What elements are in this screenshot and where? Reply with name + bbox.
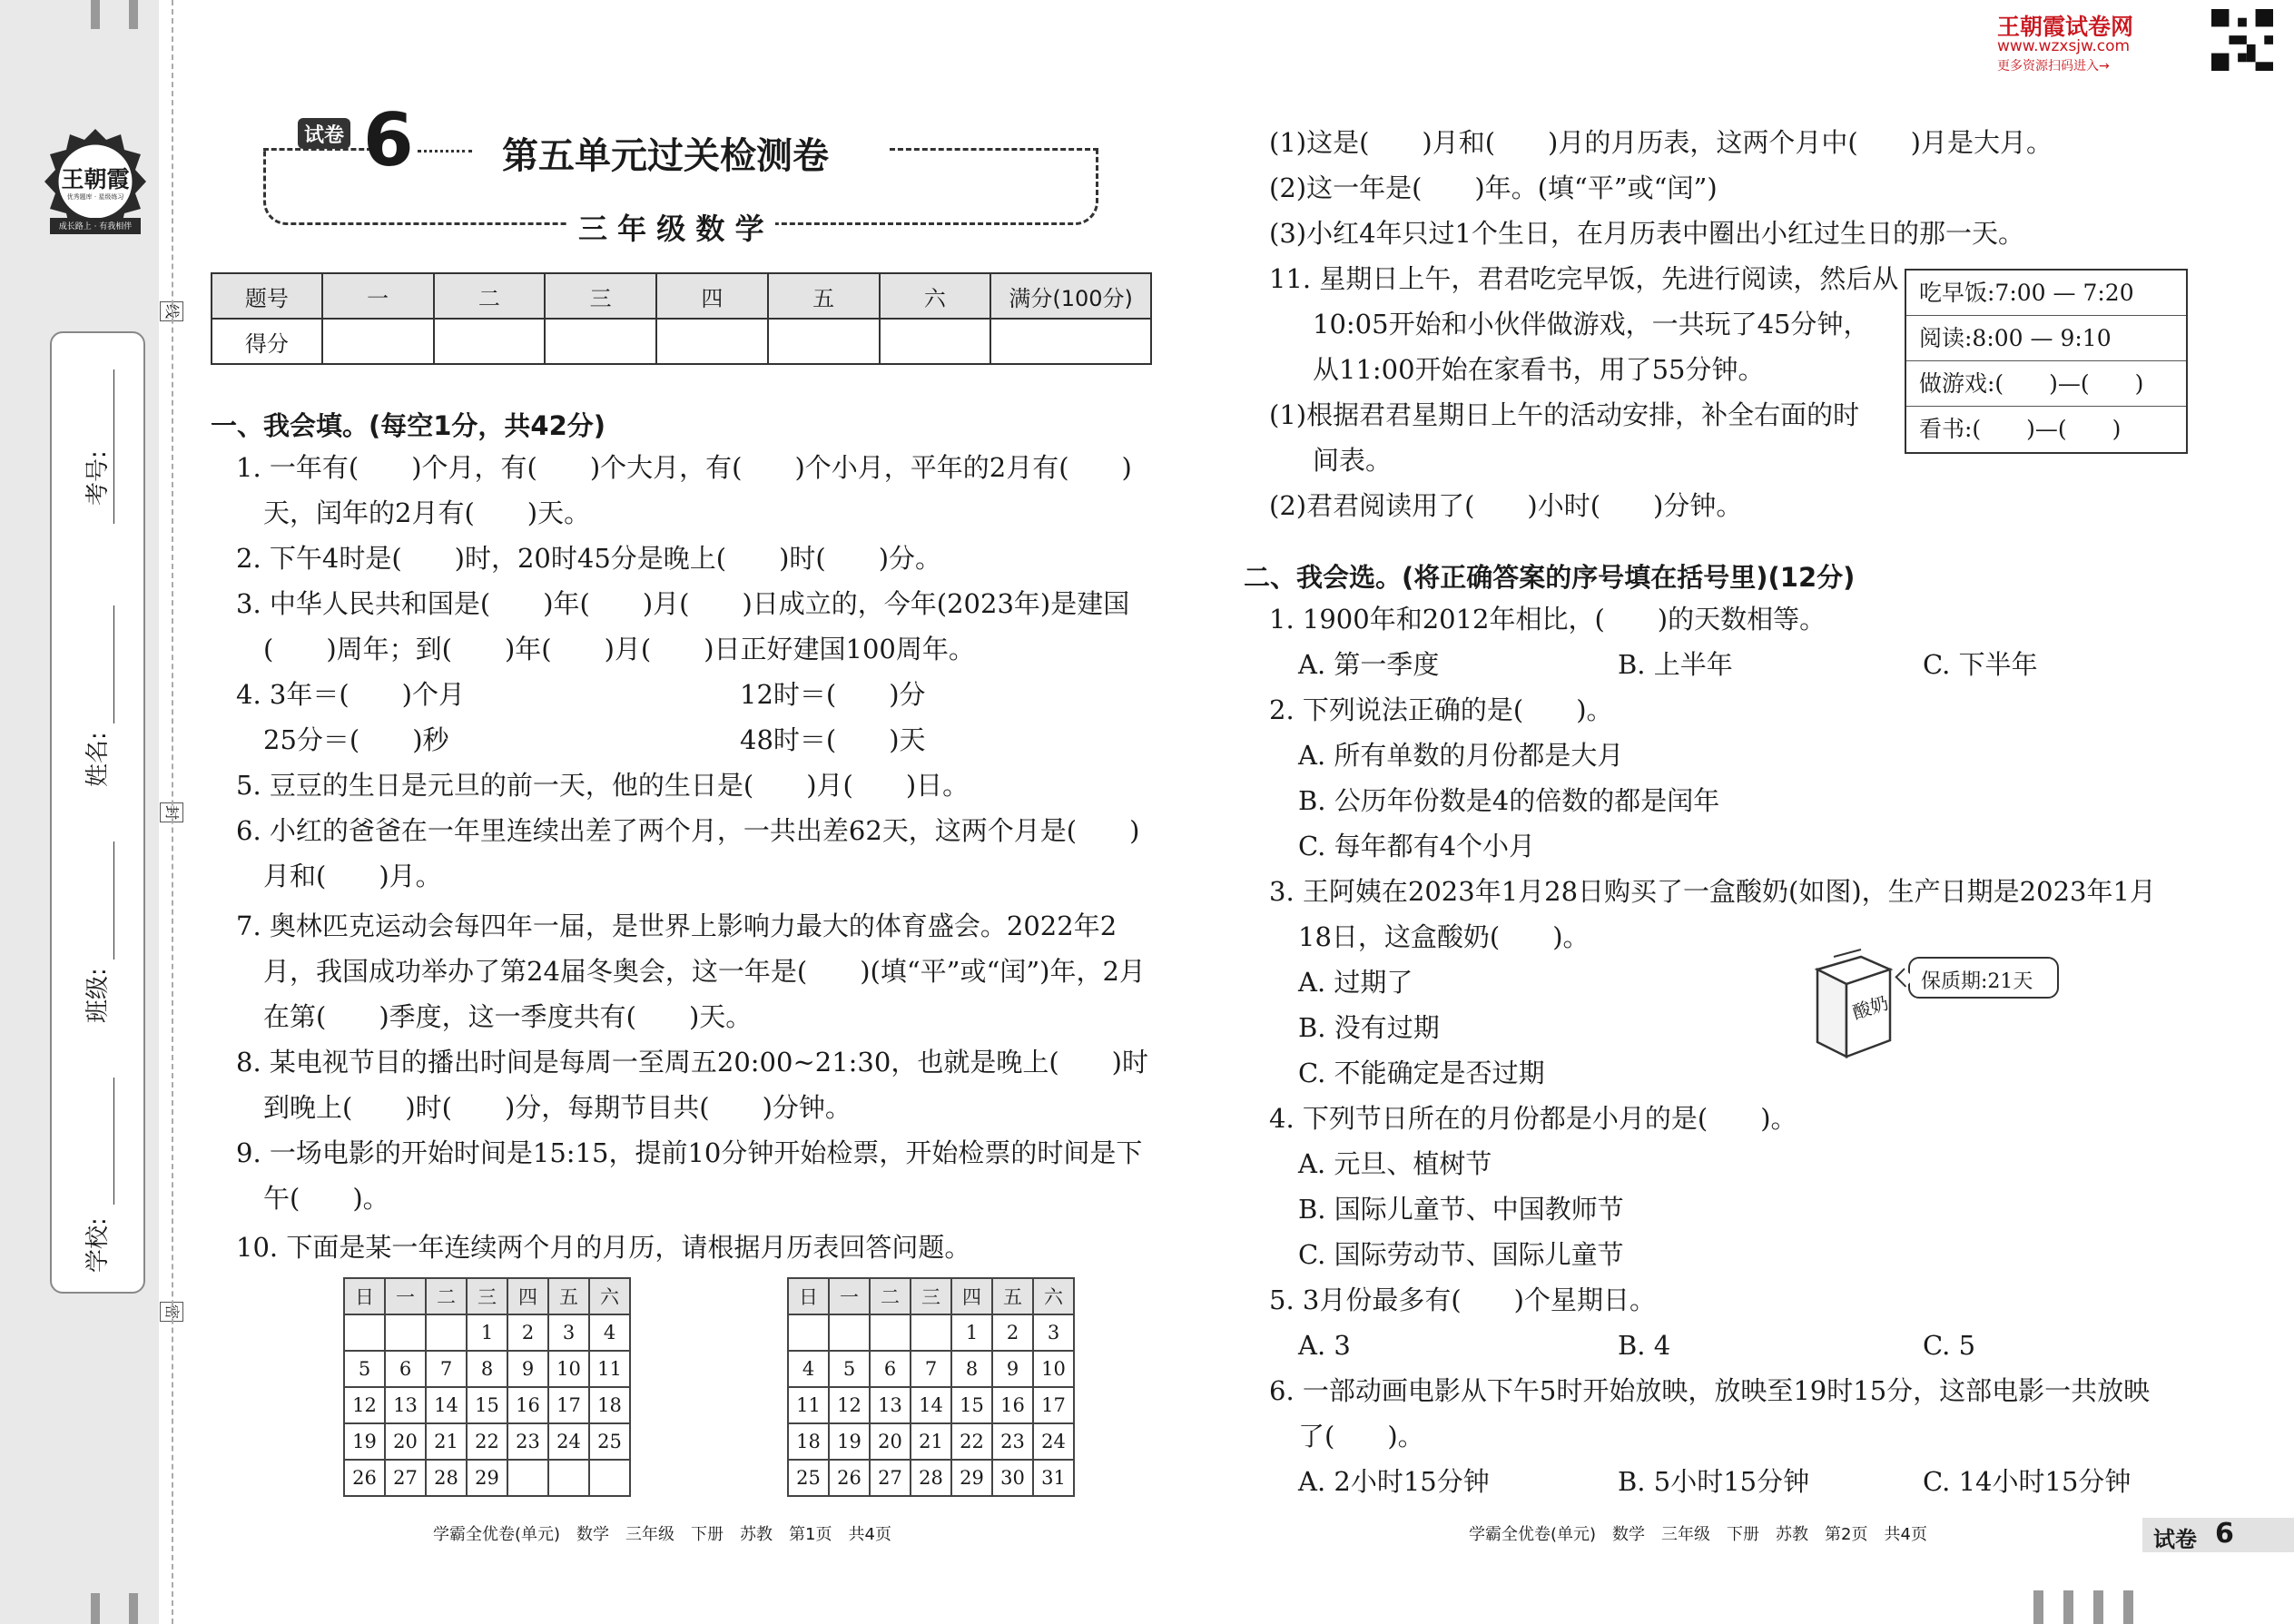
crop-marks-bottom-right <box>2033 1590 2133 1624</box>
schedule-table <box>1905 269 2188 454</box>
score-cell[interactable] <box>880 319 991 364</box>
header-number: 6 <box>363 98 414 182</box>
calendar-day[interactable]: 7 <box>911 1351 951 1387</box>
calendar-weekday: 日 <box>788 1278 829 1314</box>
calendar-day <box>548 1460 589 1496</box>
calendar-week-row <box>344 1314 630 1351</box>
calendar-day <box>589 1460 630 1496</box>
calendar-day[interactable]: 27 <box>870 1460 911 1496</box>
question-line: 8. 某电视节目的播出时间是每周一至周五20:00~21:30，也就是晚上( )时 <box>236 1047 1148 1078</box>
calendar-day[interactable]: 1 <box>951 1314 992 1351</box>
calendar-day[interactable]: 13 <box>870 1387 911 1423</box>
calendar-day[interactable]: 8 <box>467 1351 507 1387</box>
calendar-weekday: 一 <box>829 1278 870 1314</box>
calendar-day[interactable]: 4 <box>589 1314 630 1351</box>
shelf-life-bubble: 保质期:21天 <box>1908 957 2059 999</box>
yogurt-label: 酸奶 <box>1849 991 1892 1024</box>
question-line: 12时＝( )分 <box>740 679 926 710</box>
calendar-weekday: 四 <box>951 1278 992 1314</box>
question-line: 10. 下面是某一年连续两个月的月历，请根据月历表回答问题。 <box>236 1232 971 1263</box>
calendar-day[interactable]: 23 <box>507 1423 548 1460</box>
calendar-day[interactable]: 11 <box>788 1387 829 1423</box>
question-line: 3. 中华人民共和国是( )年( )月( )日成立的，今年(2023年)是建国 <box>236 588 1130 619</box>
calendar-day[interactable]: 4 <box>788 1351 829 1387</box>
footer-right: 学霸全优卷(单元) 数学 三年级 下册 苏教 第2页 共4页 <box>1469 1525 1927 1544</box>
seal-text: 王朝霞 <box>61 166 130 192</box>
score-header-cell: 六 <box>880 273 991 319</box>
option[interactable]: B. 上半年 <box>1618 649 1733 680</box>
section1-title: 一、我会填。(每空1分，共42分) <box>211 410 606 441</box>
calendar-day[interactable]: 2 <box>507 1314 548 1351</box>
calendar-day[interactable]: 9 <box>992 1351 1033 1387</box>
calendar-day[interactable]: 3 <box>548 1314 589 1351</box>
calendar-week-row <box>788 1351 1074 1387</box>
question-line: 4. 下列节日所在的月份都是小月的是( )。 <box>1269 1103 1797 1134</box>
calendar-weekday: 六 <box>589 1278 630 1314</box>
question-line: 18日，这盒酸奶( )。 <box>1298 921 1590 952</box>
calendar-weekday: 五 <box>992 1278 1033 1314</box>
calendar-week-row <box>344 1387 630 1423</box>
question-line: ( )周年；到( )年( )月( )日正好建国100周年。 <box>263 634 975 664</box>
calendar-header-row <box>788 1278 1074 1314</box>
watermark <box>1997 9 2279 73</box>
calendar-weekday: 一 <box>385 1278 426 1314</box>
crop-marks-top <box>91 0 145 29</box>
calendar-day[interactable]: 28 <box>426 1460 467 1496</box>
binding-mark-seal: 封 <box>160 802 183 822</box>
calendar-day[interactable]: 2 <box>992 1314 1033 1351</box>
calendar-day[interactable]: 24 <box>548 1423 589 1460</box>
calendar-day[interactable]: 20 <box>385 1423 426 1460</box>
calendar-header-row <box>344 1278 630 1314</box>
watermark-url: www.wzxsjw.com <box>1997 37 2131 55</box>
calendar-day[interactable]: 3 <box>1033 1314 1074 1351</box>
option[interactable]: B. 没有过期 <box>1298 1012 1440 1043</box>
option[interactable]: C. 5 <box>1923 1330 1976 1361</box>
score-cell[interactable] <box>322 319 434 364</box>
question-line: 5. 豆豆的生日是元旦的前一天，他的生日是( )月( )日。 <box>236 770 970 801</box>
seal-ribbon: 成长路上 · 有我相伴 <box>58 222 133 231</box>
question-line: 6. 一部动画电影从下午5时开始放映，放映至19时15分，这部电影一共放映 <box>1269 1375 2151 1406</box>
question-line: 3. 王阿姨在2023年1月28日购买了一盒酸奶(如图)，生产日期是2023年1月 <box>1269 876 2156 907</box>
option[interactable]: A. 3 <box>1298 1330 1351 1361</box>
binding-mark-secret: 密 <box>160 1302 183 1322</box>
option[interactable]: A. 过期了 <box>1298 967 1413 998</box>
calendar-day[interactable]: 26 <box>829 1460 870 1496</box>
calendar-day[interactable]: 21 <box>426 1423 467 1460</box>
option[interactable]: C. 国际劳动节、国际儿童节 <box>1298 1239 1624 1270</box>
score-header-cell: 三 <box>545 273 656 319</box>
calendar-day[interactable]: 11 <box>589 1351 630 1387</box>
calendar-day[interactable]: 17 <box>1033 1387 1074 1423</box>
calendar-day[interactable]: 22 <box>951 1423 992 1460</box>
footer-left: 学霸全优卷(单元) 数学 三年级 下册 苏教 第1页 共4页 <box>433 1525 891 1544</box>
page-tab <box>2142 1518 2294 1552</box>
calendar-day[interactable]: 5 <box>829 1351 870 1387</box>
calendar-weekday: 五 <box>548 1278 589 1314</box>
page-tab-number: 6 <box>2215 1518 2234 1550</box>
schedule-row[interactable]: 看书:( )—( ) <box>1919 416 2122 442</box>
crop-marks-bottom <box>91 1593 145 1624</box>
brand-seal <box>41 127 150 245</box>
score-cell[interactable] <box>768 319 880 364</box>
question-line: 2. 下列说法正确的是( )。 <box>1269 694 1613 725</box>
calendar-month-1 <box>343 1277 631 1497</box>
question-line: 在第( )季度，这一季度共有( )天。 <box>263 1001 753 1032</box>
score-table <box>211 272 1152 365</box>
calendar-day[interactable]: 10 <box>548 1351 589 1387</box>
calendar-day[interactable]: 29 <box>467 1460 507 1496</box>
calendar-day[interactable]: 21 <box>911 1423 951 1460</box>
question-line: 月，我国成功举办了第24届冬奥会，这一年是( )(填“平”或“闰”)年，2月 <box>263 956 1146 987</box>
score-row <box>212 319 1151 364</box>
page-title: 第五单元过关检测卷 <box>502 135 829 177</box>
question-line: (1)这是( )月和( )月的月历表，这两个月中( )月是大月。 <box>1269 127 2053 158</box>
calendar-day[interactable]: 17 <box>548 1387 589 1423</box>
calendar-day[interactable]: 26 <box>344 1460 385 1496</box>
calendar-day[interactable]: 5 <box>344 1351 385 1387</box>
calendar-day[interactable]: 30 <box>992 1460 1033 1496</box>
score-header-row <box>212 273 1151 319</box>
option[interactable]: C. 下半年 <box>1923 649 2038 680</box>
watermark-name: 王朝霞试卷网 <box>1997 14 2134 40</box>
question-line: 4. 3年＝( )个月 <box>236 679 465 710</box>
calendar-week-row <box>344 1351 630 1387</box>
option[interactable]: C. 不能确定是否过期 <box>1298 1058 1545 1088</box>
calendar-day[interactable]: 14 <box>426 1387 467 1423</box>
question-line: 月和( )月。 <box>263 861 442 891</box>
watermark-slogan: 更多资源扫码进入→ <box>1997 59 2110 74</box>
question-line: 2. 下午4时是( )时，20时45分是晚上( )时( )分。 <box>236 543 942 574</box>
calendar-day[interactable]: 27 <box>385 1460 426 1496</box>
question-line: 25分＝( )秒 <box>263 724 449 755</box>
calendar-week-row <box>788 1460 1074 1496</box>
header-badge: 试卷 <box>298 118 350 149</box>
calendar-day[interactable]: 28 <box>911 1460 951 1496</box>
schedule-row: 吃早饭:7:00 — 7:20 <box>1906 271 2186 316</box>
calendar-day[interactable]: 14 <box>911 1387 951 1423</box>
option[interactable]: B. 公历年份数是4的倍数的都是闰年 <box>1298 785 1720 816</box>
calendar-day <box>870 1314 911 1351</box>
calendar-day[interactable]: 1 <box>467 1314 507 1351</box>
calendar-day[interactable]: 23 <box>992 1423 1033 1460</box>
calendar-day[interactable]: 7 <box>426 1351 467 1387</box>
seal-sub: 优秀题库 · 星级练习 <box>66 193 124 201</box>
option[interactable]: C. 14小时15分钟 <box>1923 1466 2132 1497</box>
calendar-day <box>507 1460 548 1496</box>
score-row-label: 得分 <box>212 319 322 364</box>
calendar-day[interactable]: 19 <box>344 1423 385 1460</box>
student-info-box <box>50 331 145 1294</box>
question-line: (3)小红4年只过1个生日，在月历表中圈出小红过生日的那一天。 <box>1269 218 2024 249</box>
score-header-cell: 四 <box>656 273 768 319</box>
calendar-day[interactable]: 6 <box>870 1351 911 1387</box>
calendar-day[interactable]: 18 <box>589 1387 630 1423</box>
score-cell[interactable] <box>545 319 656 364</box>
question-line: 到晚上( )时( )分，每期节目共( )分钟。 <box>263 1092 852 1123</box>
question-line: 6. 小红的爸爸在一年里连续出差了两个月，一共出差62天，这两个月是( ) <box>236 815 1140 846</box>
calendar-day[interactable]: 16 <box>992 1387 1033 1423</box>
score-cell[interactable] <box>434 319 546 364</box>
yogurt-illustration <box>1807 944 2070 1062</box>
field-exam-number[interactable]: 考号: <box>79 369 115 596</box>
qr-code-icon[interactable] <box>2211 9 2273 71</box>
calendar-day <box>911 1314 951 1351</box>
question-line: 午( )。 <box>263 1183 389 1214</box>
score-header-cell: 题号 <box>212 273 322 319</box>
calendar-day[interactable]: 24 <box>1033 1423 1074 1460</box>
question-line: 7. 奥林匹克运动会每四年一届，是世界上影响力最大的体育盛会。2022年2 <box>236 910 1117 941</box>
calendar-weekday: 二 <box>426 1278 467 1314</box>
calendar-day <box>829 1314 870 1351</box>
calendar-day <box>788 1314 829 1351</box>
question-line: 1. 1900年和2012年相比，( )的天数相等。 <box>1269 604 1826 635</box>
page-tab-label: 试卷 <box>2153 1527 2197 1552</box>
calendar-weekday: 二 <box>870 1278 911 1314</box>
field-class[interactable]: 班级: <box>79 842 115 1068</box>
option[interactable]: A. 第一季度 <box>1298 649 1440 680</box>
calendar-day[interactable]: 6 <box>385 1351 426 1387</box>
question-line: 10:05开始和小伙伴做游戏，一共玩了45分钟， <box>1313 309 1870 340</box>
question-line: 间表。 <box>1313 445 1393 476</box>
title-frame-top-right <box>890 148 1098 151</box>
calendar-day[interactable]: 25 <box>589 1423 630 1460</box>
question-line: (2)君君阅读用了( )小时( )分钟。 <box>1269 490 1743 521</box>
question-line: 48时＝( )天 <box>740 724 926 755</box>
question-line: 11. 星期日上午，君君吃完早饭，先进行阅读，然后从 <box>1269 263 1899 294</box>
calendar-week-row <box>788 1314 1074 1351</box>
section2-title: 二、我会选。(将正确答案的序号填在括号里)(12分) <box>1244 562 1856 593</box>
question-line: 天，闰年的2月有( )天。 <box>263 497 591 528</box>
score-header-cell: 一 <box>322 273 434 319</box>
question-line: (1)根据君君星期日上午的活动安排，补全右面的时 <box>1269 399 1860 430</box>
question-line: 1. 一年有( )个月，有( )个大月，有( )个小月，平年的2月有( ) <box>236 452 1132 483</box>
question-line: 了( )。 <box>1298 1421 1424 1452</box>
calendar-day[interactable]: 22 <box>467 1423 507 1460</box>
subtitle: 三 年 级 数 学 <box>567 206 775 248</box>
option[interactable]: C. 每年都有4个小月 <box>1298 831 1536 861</box>
binding-mark-line: 线 <box>160 301 183 321</box>
calendar-day[interactable]: 12 <box>344 1387 385 1423</box>
option[interactable]: B. 4 <box>1618 1330 1671 1361</box>
calendar-week-row <box>788 1387 1074 1423</box>
score-header-cell: 五 <box>768 273 880 319</box>
field-name[interactable]: 姓名: <box>79 605 115 832</box>
calendar-week-row <box>788 1423 1074 1460</box>
question-line: 从11:00开始在家看书，用了55分钟。 <box>1313 354 1765 385</box>
question-line: (2)这一年是( )年。(填“平”或“闰”) <box>1269 172 1718 203</box>
calendar-weekday: 四 <box>507 1278 548 1314</box>
option[interactable]: A. 元旦、植树节 <box>1298 1148 1492 1179</box>
score-header-cell: 满分(100分) <box>990 273 1151 319</box>
calendar-day[interactable]: 12 <box>829 1387 870 1423</box>
calendar-day[interactable]: 10 <box>1033 1351 1074 1387</box>
calendar-day <box>385 1314 426 1351</box>
calendar-day[interactable]: 31 <box>1033 1460 1074 1496</box>
calendar-day[interactable]: 29 <box>951 1460 992 1496</box>
calendar-day[interactable]: 18 <box>788 1423 829 1460</box>
calendar-weekday: 三 <box>911 1278 951 1314</box>
option[interactable]: B. 国际儿童节、中国教师节 <box>1298 1194 1624 1225</box>
calendar-weekday: 日 <box>344 1278 385 1314</box>
calendar-day <box>426 1314 467 1351</box>
schedule-row: 阅读:8:00 — 9:10 <box>1906 316 2186 361</box>
calendar-day[interactable]: 8 <box>951 1351 992 1387</box>
calendar-day[interactable]: 16 <box>507 1387 548 1423</box>
score-header-cell: 二 <box>434 273 546 319</box>
calendar-day[interactable]: 20 <box>870 1423 911 1460</box>
calendar-week-row <box>344 1460 630 1496</box>
calendar-week-row <box>344 1423 630 1460</box>
option[interactable]: B. 5小时15分钟 <box>1618 1466 1810 1497</box>
calendar-day[interactable]: 25 <box>788 1460 829 1496</box>
question-line: 5. 3月份最多有( )个星期日。 <box>1269 1284 1656 1315</box>
calendar-weekday: 六 <box>1033 1278 1074 1314</box>
calendar-day[interactable]: 19 <box>829 1423 870 1460</box>
schedule-row[interactable]: 做游戏:( )—( ) <box>1906 361 2186 407</box>
score-cell[interactable] <box>656 319 768 364</box>
question-line: 9. 一场电影的开始时间是15:15，提前10分钟开始检票，开始检票的时间是下 <box>236 1137 1143 1168</box>
option[interactable]: A. 所有单数的月份都是大月 <box>1298 740 1624 771</box>
calendar-day[interactable]: 13 <box>385 1387 426 1423</box>
calendar-weekday: 三 <box>467 1278 507 1314</box>
calendar-day[interactable]: 15 <box>467 1387 507 1423</box>
calendar-day[interactable]: 15 <box>951 1387 992 1423</box>
calendar-day[interactable]: 9 <box>507 1351 548 1387</box>
score-cell[interactable] <box>990 319 1151 364</box>
calendar-month-2 <box>787 1277 1075 1497</box>
calendar-day <box>344 1314 385 1351</box>
option[interactable]: A. 2小时15分钟 <box>1298 1466 1490 1497</box>
header-dots-left <box>418 150 472 153</box>
field-school[interactable]: 学校: <box>79 1078 115 1286</box>
